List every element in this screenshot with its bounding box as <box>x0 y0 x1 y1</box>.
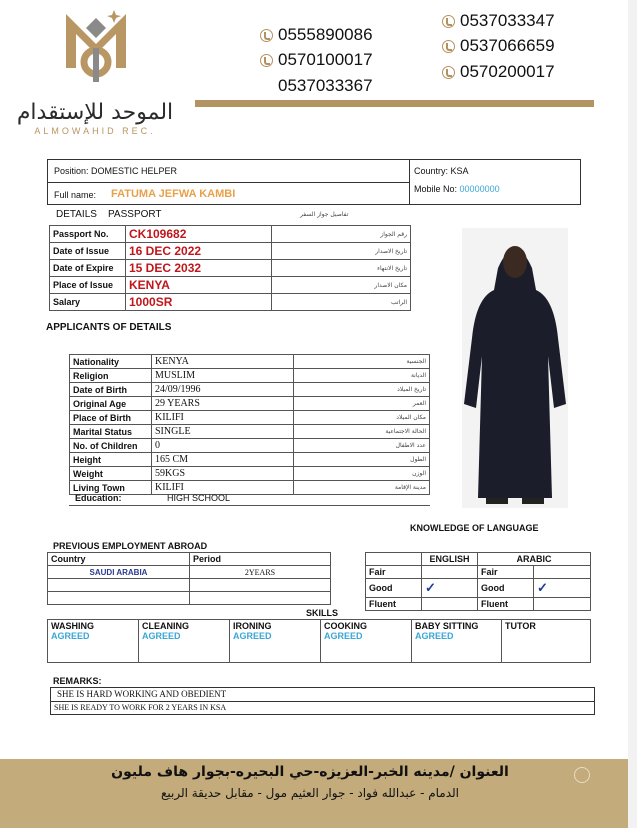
table-row <box>70 425 430 439</box>
applicant-arabic-cell: الحالة الاجتماعية <box>294 425 430 439</box>
english-check-cell <box>422 598 478 611</box>
skills-table <box>47 619 591 663</box>
language-level-cell: Fluent <box>366 598 422 611</box>
passport-label: PASSPORT <box>108 209 162 220</box>
applicant-label-cell: Marital Status <box>70 425 152 439</box>
arabic-check-cell <box>534 566 591 579</box>
applicant-label-cell: Height <box>70 453 152 467</box>
arabic-level-cell: Good <box>478 579 534 598</box>
skill-cell <box>48 620 139 663</box>
company-logo <box>58 8 134 84</box>
arabic-header: ARABIC <box>478 553 591 566</box>
employment-country-cell <box>48 592 190 605</box>
page-edge <box>628 0 637 828</box>
skill-status: AGREED <box>324 631 363 641</box>
phone-entry <box>442 11 555 31</box>
table-row <box>366 553 591 566</box>
phone-number: 0555890086 <box>278 25 373 44</box>
table-row <box>70 467 430 481</box>
language-table <box>365 552 591 611</box>
header-divider <box>195 100 594 107</box>
country-header: Country <box>48 553 190 566</box>
applicant-value-cell: KILIFI <box>152 481 294 495</box>
full-name-value: FATUMA JEFWA KAMBI <box>111 188 236 200</box>
employment-period-cell: 2YEARS <box>190 566 331 579</box>
skill-status: AGREED <box>142 631 181 641</box>
applicant-value-cell: 165 CM <box>152 453 294 467</box>
language-corner-cell <box>366 553 422 566</box>
applicant-label-cell: No. of Children <box>70 439 152 453</box>
applicant-arabic-cell: مدينة الإقامة <box>294 481 430 495</box>
language-heading: KNOWLEDGE OF LANGUAGE <box>410 523 539 533</box>
phone-number: 0570200017 <box>460 62 555 81</box>
passport-arabic-cell: الراتب <box>272 294 411 311</box>
applicant-value-cell: MUSLIM <box>152 369 294 383</box>
passport-arabic-cell: مكان الاصدار <box>272 277 411 294</box>
table-row <box>70 397 430 411</box>
applicant-arabic-cell: الديانة <box>294 369 430 383</box>
footer-address-line2: الدمام - عبدالله فواد - جوار العثيم مول - مقابل حديقة الربيع <box>160 786 460 800</box>
skill-status: AGREED <box>51 631 90 641</box>
arabic-check-cell <box>534 598 591 611</box>
skill-name: BABY SITTING <box>415 621 479 631</box>
passport-label-cell: Salary <box>50 294 126 311</box>
passport-arabic-cell: تاريخ الاصدار <box>272 243 411 260</box>
details-label: DETAILS <box>56 209 97 220</box>
passport-value-cell: KENYA <box>126 277 272 294</box>
education-label: Education: <box>75 493 122 503</box>
education-value: HIGH SCHOOL <box>167 493 231 503</box>
employment-country-cell <box>48 579 190 592</box>
applicant-value-cell: SINGLE <box>152 425 294 439</box>
table-row <box>48 566 331 579</box>
applicants-heading: APPLICANTS OF DETAILS <box>46 322 172 333</box>
phone-icon <box>442 15 455 28</box>
table-row <box>70 355 430 369</box>
phone-entry <box>278 76 373 96</box>
applicant-arabic-cell: تاريخ الميلاد <box>294 383 430 397</box>
phone-entry <box>260 25 373 45</box>
table-row <box>366 579 591 598</box>
applicant-label-cell: Original Age <box>70 397 152 411</box>
phone-entry <box>442 62 555 82</box>
table-row <box>366 566 591 579</box>
table-row <box>70 369 430 383</box>
arabic-check-icon: ✓ <box>534 579 591 598</box>
table-row <box>48 620 591 663</box>
phone-number: 0537033347 <box>460 11 555 30</box>
passport-label-cell: Place of Issue <box>50 277 126 294</box>
arabic-level-cell: Fluent <box>478 598 534 611</box>
skill-status: AGREED <box>415 631 454 641</box>
applicant-label-cell: Weight <box>70 467 152 481</box>
table-row <box>48 592 331 605</box>
arabic-level-cell: Fair <box>478 566 534 579</box>
education-underline <box>69 505 430 506</box>
phone-icon <box>442 66 455 79</box>
passport-arabic-cell: رقم الجواز <box>272 226 411 243</box>
skill-cell <box>230 620 321 663</box>
skill-name: WASHING <box>51 621 95 631</box>
passport-value-cell: 15 DEC 2032 <box>126 260 272 277</box>
table-row <box>50 294 411 311</box>
applicant-arabic-cell: الوزن <box>294 467 430 481</box>
applicant-label-cell: Religion <box>70 369 152 383</box>
employment-heading: PREVIOUS EMPLOYMENT ABROAD <box>53 541 208 551</box>
applicant-arabic-cell: الجنسية <box>294 355 430 369</box>
language-level-cell: Good <box>366 579 422 598</box>
language-level-cell: Fair <box>366 566 422 579</box>
skill-name: TUTOR <box>505 621 536 631</box>
english-check-icon: ✓ <box>422 579 478 598</box>
applicant-value-cell: 0 <box>152 439 294 453</box>
passport-label-cell: Date of Issue <box>50 243 126 260</box>
passport-value-cell: 1000SR <box>126 294 272 311</box>
applicant-value-cell: KILIFI <box>152 411 294 425</box>
english-check-cell <box>422 566 478 579</box>
mobile-value: 00000000 <box>459 184 500 194</box>
phone-number: 0570100017 <box>278 50 373 69</box>
table-row <box>70 411 430 425</box>
phone-number: 0537066659 <box>460 36 555 55</box>
table-row <box>50 277 411 294</box>
applicant-arabic-cell: العمر <box>294 397 430 411</box>
skill-cell <box>321 620 412 663</box>
applicant-label-cell: Living Town <box>70 481 152 495</box>
skill-cell <box>502 620 591 663</box>
table-row <box>70 439 430 453</box>
phone-icon <box>260 54 273 67</box>
applicant-value-cell: 29 YEARS <box>152 397 294 411</box>
skills-heading: SKILLS <box>306 608 339 618</box>
brand-arabic-name: الموحد للإستقدام <box>16 100 174 125</box>
skill-cell <box>412 620 502 663</box>
phone-entry <box>442 36 555 56</box>
table-row <box>48 579 331 592</box>
full-name-label: Full name: <box>54 190 97 200</box>
applicant-label-cell: Date of Birth <box>70 383 152 397</box>
table-row <box>50 226 411 243</box>
remarks-box <box>50 687 595 715</box>
remarks-heading: REMARKS: <box>53 676 102 686</box>
employment-period-cell <box>190 579 331 592</box>
header-box <box>47 159 581 205</box>
applicant-value-cell: 59KGS <box>152 467 294 481</box>
applicant-arabic-cell: عدد الاطفال <box>294 439 430 453</box>
applicant-table <box>69 354 430 495</box>
table-row <box>70 481 430 495</box>
employment-country-cell: SAUDI ARABIA <box>48 566 190 579</box>
employment-period-cell <box>190 592 331 605</box>
employment-table <box>47 552 331 605</box>
passport-arabic-cell: تاريخ الانتهاء <box>272 260 411 277</box>
remark-line: SHE IS HARD WORKING AND OBEDIENT <box>57 689 227 699</box>
applicant-label-cell: Nationality <box>70 355 152 369</box>
skill-name: COOKING <box>324 621 368 631</box>
applicant-arabic-cell: مكان الميلاد <box>294 411 430 425</box>
applicant-photo <box>462 228 568 508</box>
phone-number: 0537033367 <box>278 76 373 95</box>
details-arabic-label: تفاصيل جواز السفر <box>300 211 349 218</box>
table-row <box>48 553 331 566</box>
location-icon <box>574 767 590 783</box>
brand-english-name: ALMOWAHID REC. <box>34 126 156 136</box>
passport-value-cell: CK109682 <box>126 226 272 243</box>
table-row <box>366 598 591 611</box>
mobile-label: Mobile No: <box>414 184 458 194</box>
passport-value-cell: 16 DEC 2022 <box>126 243 272 260</box>
country-field: Country: KSA <box>414 166 469 176</box>
period-header: Period <box>190 553 331 566</box>
passport-label-cell: Date of Expire <box>50 260 126 277</box>
passport-table <box>49 225 411 311</box>
table-row <box>70 383 430 397</box>
position-field: Position: DOMESTIC HELPER <box>54 166 178 176</box>
skill-name: CLEANING <box>142 621 189 631</box>
table-row <box>50 260 411 277</box>
english-header: ENGLISH <box>422 553 478 566</box>
table-row <box>50 243 411 260</box>
applicant-value-cell: 24/09/1996 <box>152 383 294 397</box>
applicant-arabic-cell: الطول <box>294 453 430 467</box>
passport-label-cell: Passport No. <box>50 226 126 243</box>
applicant-label-cell: Place of Birth <box>70 411 152 425</box>
skill-name: IRONING <box>233 621 272 631</box>
phone-entry <box>260 50 373 70</box>
phone-icon <box>442 40 455 53</box>
footer-address-line1: العنوان /مدينه الخبر-العزيزه-حي البحيره-بجوار هاف مليون <box>111 764 509 780</box>
skill-status: AGREED <box>233 631 272 641</box>
mobile-field <box>414 184 500 194</box>
applicant-value-cell: KENYA <box>152 355 294 369</box>
remark-line: SHE IS READY TO WORK FOR 2 YEARS IN KSA <box>54 703 227 712</box>
phone-icon <box>260 29 273 42</box>
table-row <box>70 453 430 467</box>
skill-cell <box>139 620 230 663</box>
